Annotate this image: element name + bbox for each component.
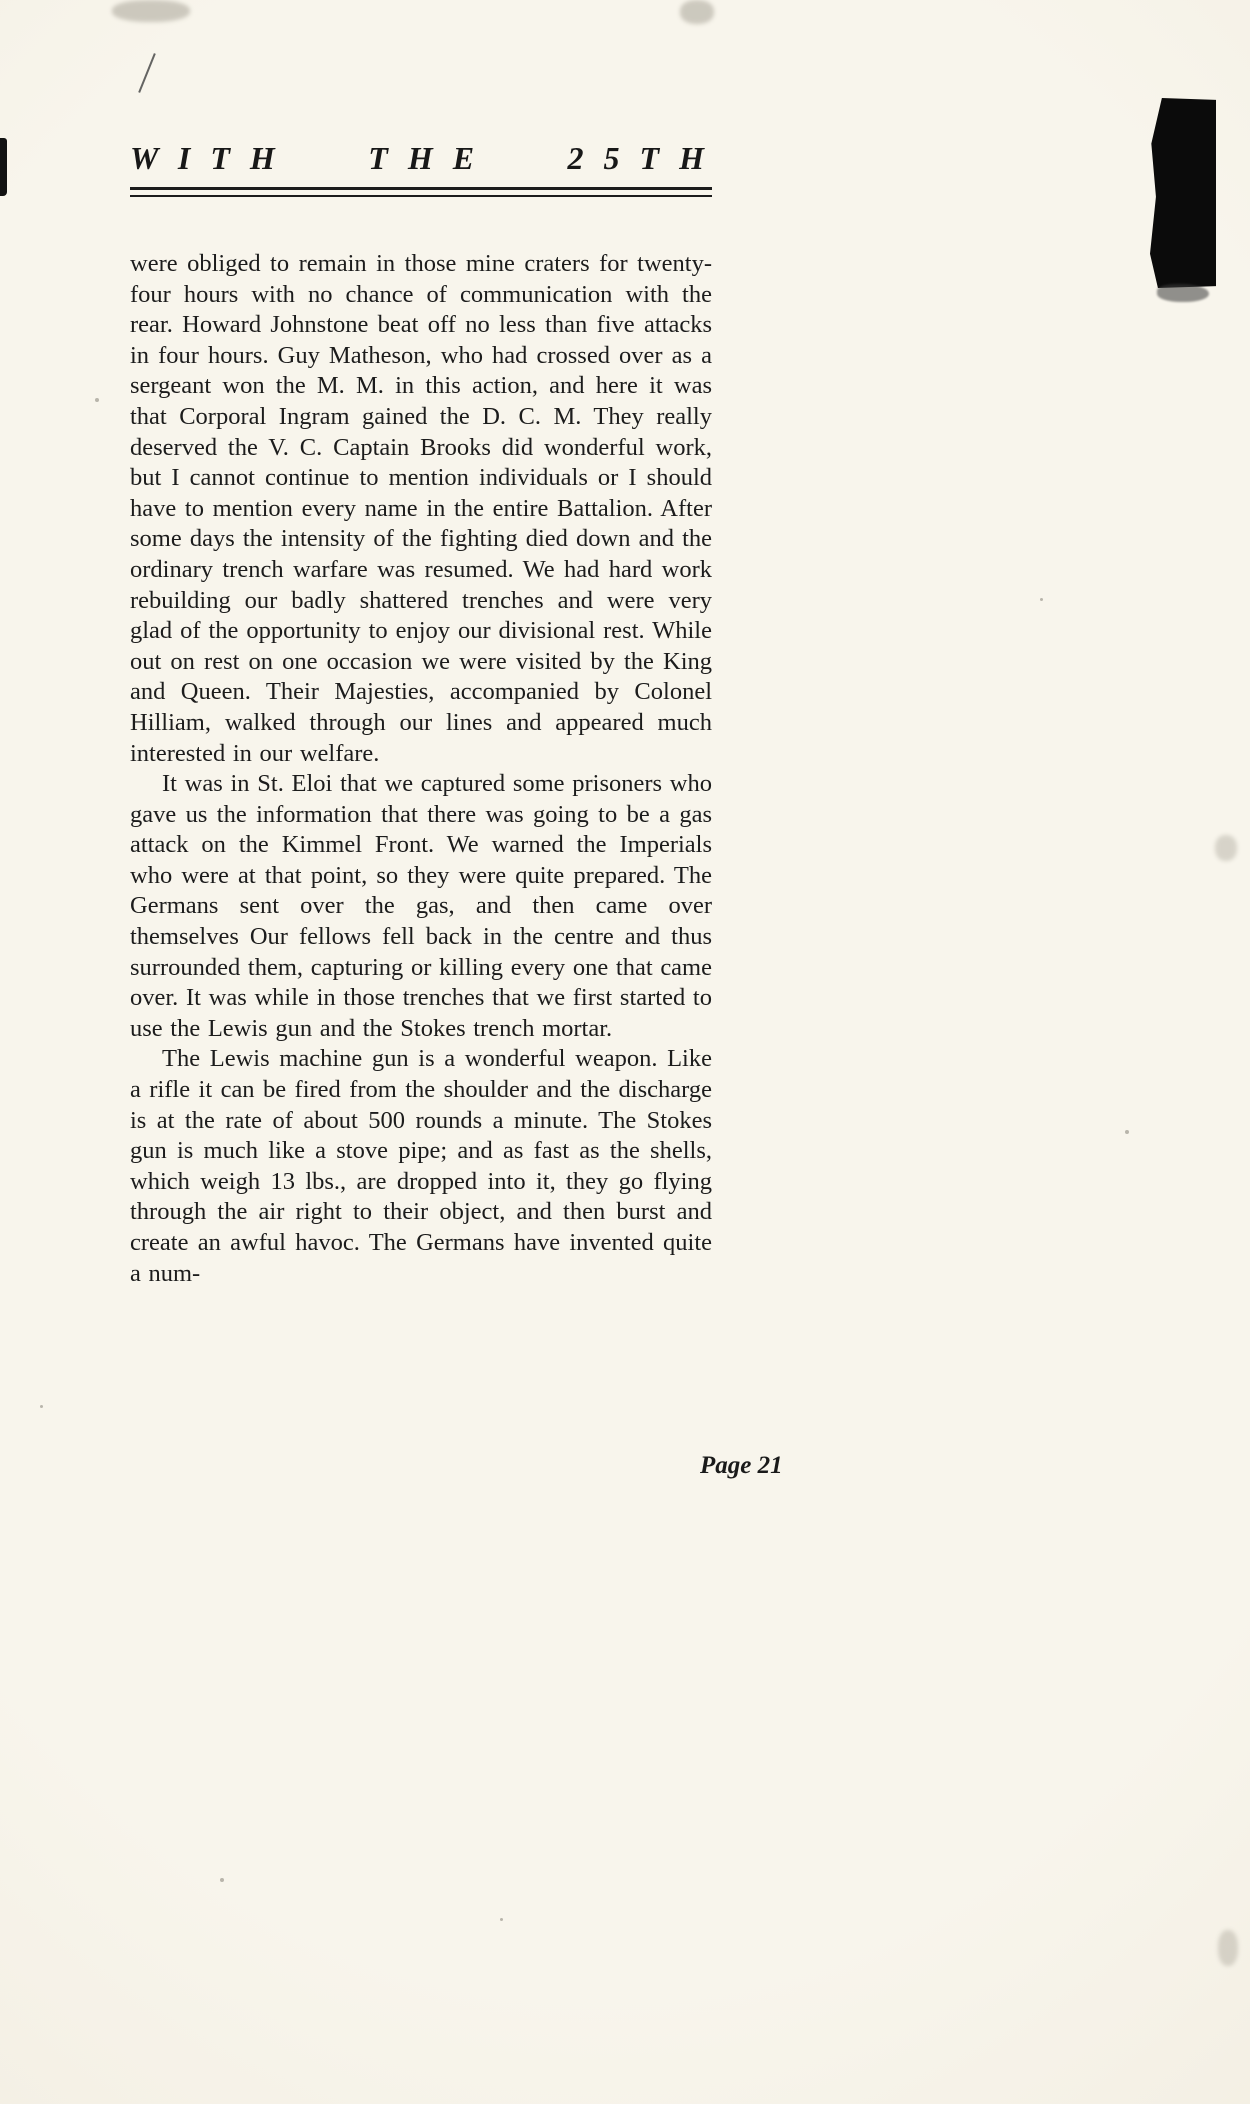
paper-speck [95, 398, 99, 402]
paragraph-2: It was in St. Eloi that we captured some prisoners who gave us the information that there was going to be a gas attack on the Kimmel Front. We warned the Imperials who were at that point, so they were quite prepared. The Germans sent over the gas, and then came over themselves Our fellows fell back in the centre and thus surrounded them, capturing or killing every one that came over. It was while in those trenches that we first started to use the Lewis gun and the Stokes trench mortar. [130, 770, 712, 1042]
paragraph-3: The Lewis machine gun is a wonderful weapon. Like a rifle it can be fired from the shoulder and the discharge is at the rate of about 500 rounds a minute. The Stokes gun is much like a stove pipe; and as fast as the shells, which weigh 13 lbs., are dropped into it, they go flying through the air right to their object, and then burst and create an awful havoc. The Germans have invented quite a num- [130, 1045, 712, 1287]
header-rule-bottom [130, 195, 712, 197]
header-rule-top [130, 187, 712, 190]
running-head-word-the: T H E [368, 140, 481, 176]
paper-speck [220, 1878, 224, 1882]
scan-smudge [1218, 1930, 1238, 1966]
scan-smudge [112, 0, 190, 22]
paragraph-1: were obliged to remain in those mine craters for twenty-four hours with no chance of communication with the rear. Howard Johnstone beat off no less than five attacks in four hours. Guy Matheson, who had crossed over as a sergeant won the M. M. in this action, and here it was that Corporal Ingram gained the D. C. M. They really deserved the V. C. Captain Brooks did wonderful work, but I cannot continue to mention individuals or I should have to mention every name in the entire Battalion. After some days the intensity of the fighting died down and the ordinary trench warfare was resumed. We had hard work rebuilding our badly shattered trenches and were very glad of the opportunity to enjoy our divisional rest. While out on rest on one occasion we were visited by the King and Queen. Their Majesties, accompanied by Colonel Hilliam, walked through our lines and appeared much interested in our welfare. [130, 250, 712, 767]
page-content [130, 140, 712, 1289]
paper-speck [40, 1405, 43, 1408]
ink-blot-fade [1157, 284, 1209, 302]
page-number: Page 21 [700, 1452, 783, 1479]
page-edge-mark [0, 138, 7, 196]
running-head [130, 140, 712, 187]
scan-smudge [1215, 835, 1237, 861]
pen-slash-mark [138, 53, 156, 93]
paper-speck [500, 1918, 503, 1921]
ink-blot [1150, 98, 1216, 288]
running-head-word-25th: 2 5 T H [567, 140, 710, 176]
scan-smudge [680, 0, 714, 24]
paper-speck [1040, 598, 1043, 601]
paper-speck [1125, 1130, 1129, 1134]
body-text [130, 249, 712, 1289]
running-head-word-with: W I T H [130, 140, 281, 176]
